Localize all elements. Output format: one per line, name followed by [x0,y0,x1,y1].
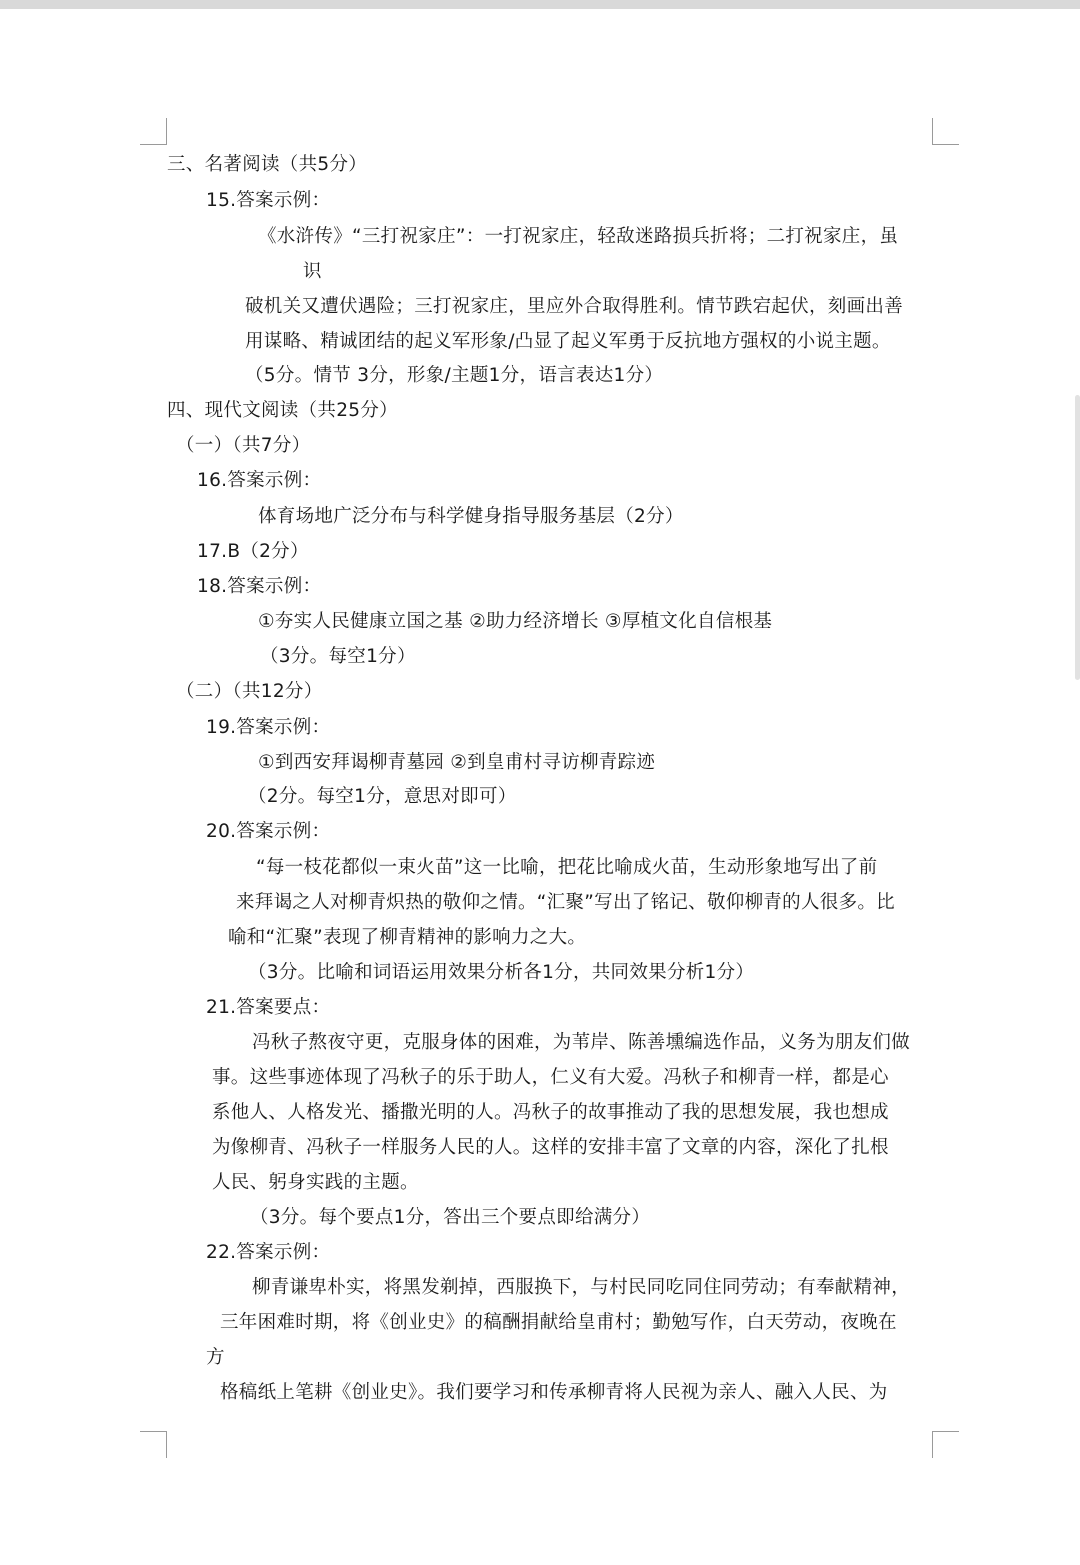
answer-21-line-2: 事。这些事迹体现了冯秋子的乐于助人，仁义有大爱。冯秋子和柳青一样，都是心 [212,1067,889,1088]
answer-21-line-1: 冯秋子熬夜守更，克服身体的困难，为苇岸、陈善壎编选作品，义务为朋友们做 [252,1032,911,1053]
answer-21-line-3: 系他人、人格发光、播撒光明的人。冯秋子的故事推动了我的思想发展，我也想成 [212,1102,889,1123]
answer-17: 17.B（2分） [197,541,309,562]
answer-21-score-note: （3分。每个要点1分，答出三个要点即给满分） [250,1207,651,1228]
answer-22-line-2: 三年困难时期，将《创业史》的稿酬捐献给皇甫村；勤勉写作，白天劳动，夜晚在 [220,1312,897,1333]
answer-15-line-2: 识 [303,261,322,282]
answer-22-line-4: 格稿纸上笔耕《创业史》。我们要学习和传承柳青将人民视为亲人、融入人民、为 [220,1382,888,1403]
answer-20-score-note: （3分。比喻和词语运用效果分析各1分，共同效果分析1分） [248,962,755,983]
scrollbar-thumb[interactable] [1075,395,1080,680]
answer-20-line-1: “每一枝花都似一束火苗”这一比喻，把花比喻成火苗，生动形象地写出了前 [256,857,878,878]
answer-22-line-1: 柳青谦卑朴实，将黑发剃掉，西服换下，与村民同吃同住同劳动；有奉献精神， [252,1277,911,1298]
crop-mark-bottom-left [140,1431,167,1458]
section-heading-classics: 三、名著阅读（共5分） [167,154,368,175]
answer-20-line-3: 喻和“汇聚”表现了柳青精神的影响力之大。 [228,927,587,948]
answer-22-line-3: 方 [206,1347,225,1368]
question-18-label: 18.答案示例： [197,576,322,597]
crop-mark-bottom-right [932,1431,959,1458]
subsection-2-heading: （二）（共12分） [176,681,323,702]
question-19-label: 19.答案示例： [206,717,331,738]
question-22-label: 22.答案示例： [206,1242,331,1263]
answer-18-score-note: （3分。每空1分） [260,646,416,667]
answer-15-line-4: 用谋略、精诚团结的起义军形象/凸显了起义军勇于反抗地方强权的小说主题。 [245,331,891,352]
answer-19: ①到西安拜谒柳青墓园 ②到皇甫村寻访柳青踪迹 [258,752,656,773]
answer-15-line-3: 破机关又遭伏遇险；三打祝家庄，里应外合取得胜利。情节跌宕起伏，刻画出善 [245,296,904,317]
question-21-label: 21.答案要点： [206,997,331,1018]
top-toolbar-strip [0,0,1080,9]
answer-21-line-5: 人民、躬身实践的主题。 [212,1172,419,1193]
answer-15-score-note: （5分。情节 3分，形象/主题1分，语言表达1分） [245,365,664,386]
question-15-label: 15.答案示例： [206,190,331,211]
question-16-label: 16.答案示例： [197,470,322,491]
question-20-label: 20.答案示例： [206,821,331,842]
answer-18: ①夯实人民健康立国之基 ②助力经济增长 ③厚植文化自信根基 [258,611,773,632]
answer-16: 体育场地广泛分布与科学健身指导服务基层（2分） [258,506,684,527]
crop-mark-top-left [140,118,167,145]
answer-19-score-note: （2分。每空1分，意思对即可） [248,786,517,807]
answer-21-line-4: 为像柳青、冯秋子一样服务人民的人。这样的安排丰富了文章的内容，深化了扎根 [212,1137,889,1158]
section-heading-modern: 四、现代文阅读（共25分） [167,400,398,421]
subsection-1-heading: （一）（共7分） [176,435,311,456]
answer-15-line-1: 《水浒传》“三打祝家庄”：一打祝家庄，轻敌迷路损兵折将；二打祝家庄，虽 [258,226,899,247]
answer-20-line-2: 来拜谒之人对柳青炽热的敬仰之情。“汇聚”写出了铭记、敬仰柳青的人很多。比 [236,892,895,913]
crop-mark-top-right [932,118,959,145]
